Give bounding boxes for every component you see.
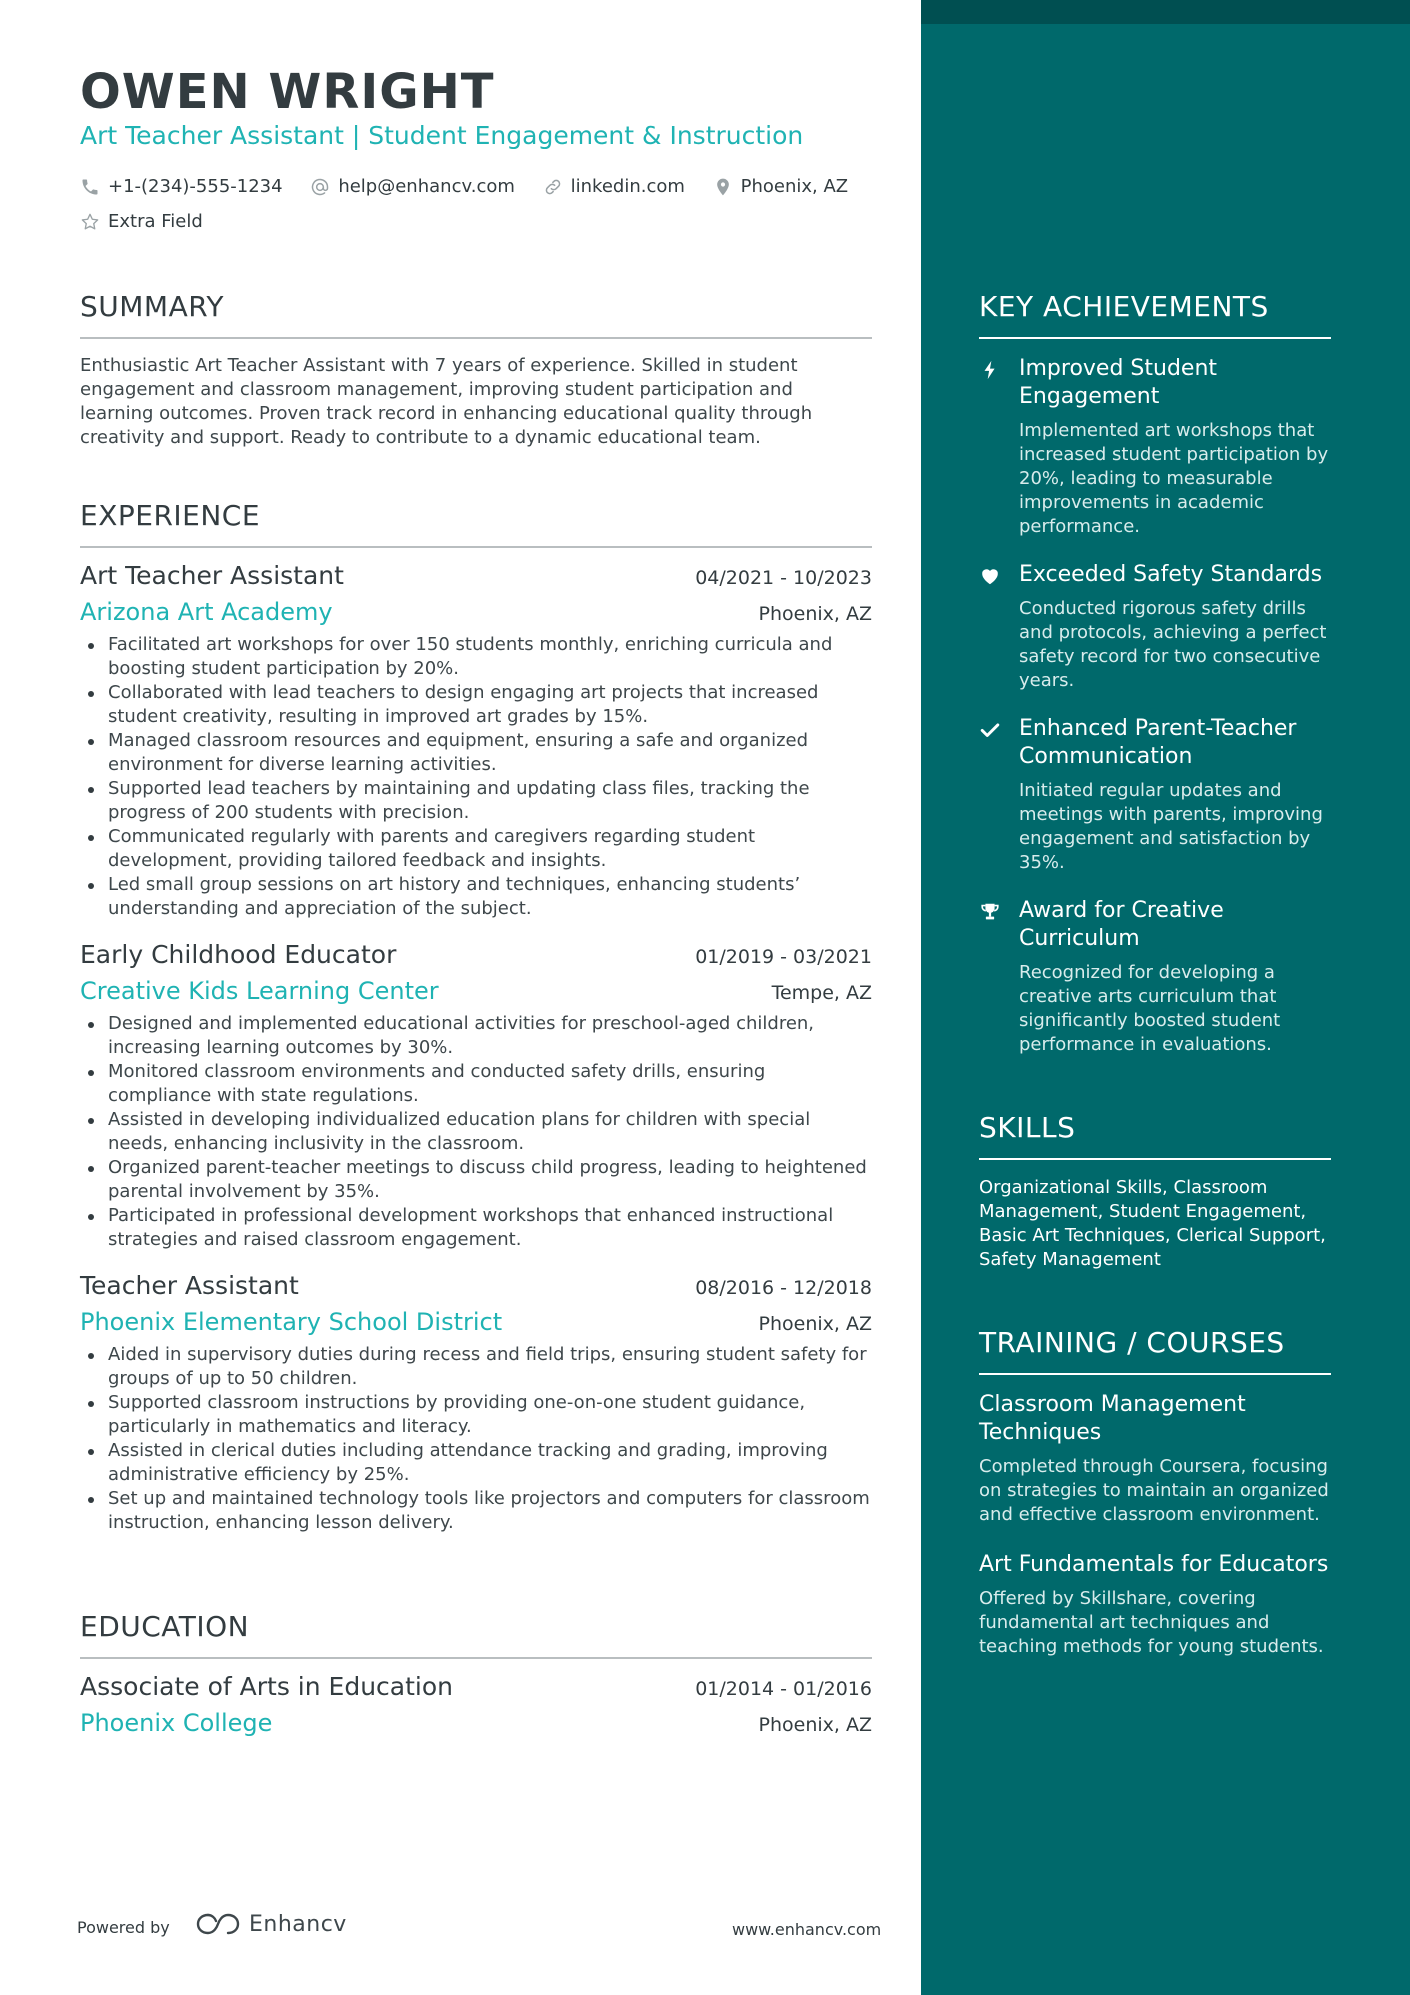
achievement-description: Recognized for developing a creative arts curriculum that significantly boosted student performance in evaluations. <box>1019 962 1281 1055</box>
section-divider <box>80 546 872 548</box>
sidebar <box>921 0 1410 1995</box>
job-bullets <box>80 1012 872 1252</box>
enhancv-logo-icon <box>195 1911 241 1937</box>
education-item <box>80 1672 872 1737</box>
skills-section <box>979 1111 1331 1272</box>
sidebar-content <box>979 290 1331 1659</box>
enhancv-logo-text: Enhancv <box>249 1911 347 1937</box>
course-item <box>979 1551 1331 1659</box>
achievement-title: Award for Creative Curriculum <box>1019 898 1224 951</box>
achievement-description: Implemented art workshops that increased student participation by 20%, leading to measurable improvements in academic performance. <box>1019 420 1329 537</box>
training-title: TRAINING / COURSES <box>979 1326 1285 1359</box>
experience-title: EXPERIENCE <box>80 499 261 532</box>
job-bullet: Facilitated art workshops for over 150 students monthly, enriching curricula and boosting student participation by 20%. <box>80 633 872 681</box>
education-section <box>80 1610 872 1737</box>
education-location: Phoenix, AZ <box>758 1714 872 1736</box>
contact-location-text: Phoenix, AZ <box>740 176 849 197</box>
achievement-item <box>979 561 1331 693</box>
job-bullet: Set up and maintained technology tools like projectors and computers for classroom instruction, enhancing lesson delivery. <box>80 1487 872 1535</box>
job-bullet: Assisted in developing individualized education plans for children with special needs, enhancing inclusivity in the classroom. <box>80 1108 872 1156</box>
job-bullet: Monitored classroom environments and conducted safety drills, ensuring compliance with state regulations. <box>80 1060 872 1108</box>
skills-list: Organizational Skills, Classroom Management, Student Engagement, Basic Art Techniques, Clerical Support, Safety Management <box>979 1177 1326 1270</box>
job-location: Tempe, AZ <box>771 982 872 1004</box>
star-icon <box>80 212 100 232</box>
experience-item <box>80 1271 872 1535</box>
job-bullets <box>80 1343 872 1535</box>
section-divider <box>979 337 1331 339</box>
contact-info <box>80 172 872 242</box>
contact-extra-field <box>80 207 203 237</box>
education-title: EDUCATION <box>80 1610 250 1643</box>
lightning-bolt-icon <box>979 359 1001 381</box>
job-bullet: Assisted in clerical duties including attendance tracking and grading, improving administrative efficiency by 25%. <box>80 1439 872 1487</box>
achievement-item <box>979 897 1331 1057</box>
job-bullet: Participated in professional development workshops that enhanced instructional strategies and raised classroom engagement. <box>80 1204 872 1252</box>
course-description: Completed through Coursera, focusing on strategies to maintain an organized and effective classroom environment. <box>979 1456 1329 1525</box>
enhancv-logo[interactable] <box>195 1911 347 1937</box>
job-bullet: Organized parent-teacher meetings to discuss child progress, leading to heightened parental involvement by 35%. <box>80 1156 872 1204</box>
job-location: Phoenix, AZ <box>758 1313 872 1335</box>
achievement-item <box>979 355 1331 539</box>
job-bullet: Supported classroom instructions by providing one-on-one student guidance, particularly in mathematics and literacy. <box>80 1391 872 1439</box>
phone-icon <box>80 177 100 197</box>
job-dates: 04/2021 - 10/2023 <box>695 567 872 589</box>
contact-extra-field-text: Extra Field <box>108 211 203 232</box>
contact-linkedin-text: linkedin.com <box>570 176 685 197</box>
achievement-title: Improved Student Engagement <box>1019 356 1218 409</box>
job-title: Art Teacher Assistant <box>80 561 344 590</box>
contact-linkedin[interactable] <box>543 172 685 202</box>
candidate-name: OWEN WRIGHT <box>80 64 495 120</box>
course-title: Classroom Management Techniques <box>979 1392 1246 1445</box>
job-location: Phoenix, AZ <box>758 603 872 625</box>
job-title: Early Childhood Educator <box>80 940 397 969</box>
contact-phone[interactable] <box>80 172 283 202</box>
job-bullet: Collaborated with lead teachers to design engaging art projects that increased student creativity, resulting in improved art grades by 15%. <box>80 681 872 729</box>
at-icon <box>310 177 330 197</box>
job-bullet: Designed and implemented educational activities for preschool-aged children, increasing learning outcomes by 30%. <box>80 1012 872 1060</box>
footer-url[interactable]: www.enhancv.com <box>732 1920 882 1939</box>
achievement-description: Initiated regular updates and meetings with parents, improving engagement and satisfaction by 35%. <box>1019 780 1323 873</box>
section-divider <box>979 1373 1331 1375</box>
degree-name: Associate of Arts in Education <box>80 1672 453 1701</box>
section-divider <box>80 337 872 339</box>
achievement-title: Enhanced Parent-Teacher Communication <box>1019 716 1297 769</box>
job-bullet: Communicated regularly with parents and caregivers regarding student development, providing tailored feedback and insights. <box>80 825 872 873</box>
section-divider <box>979 1158 1331 1160</box>
job-bullet: Led small group sessions on art history and techniques, enhancing students’ understanding and appreciation of the subject. <box>80 873 872 921</box>
experience-item <box>80 561 872 921</box>
location-pin-icon <box>713 177 733 197</box>
footer-powered-by: Powered by <box>77 1918 170 1937</box>
achievement-description: Conducted rigorous safety drills and protocols, achieving a perfect safety record for two consecutive years. <box>1019 598 1327 691</box>
job-title: Teacher Assistant <box>80 1271 299 1300</box>
contact-email[interactable] <box>310 172 515 202</box>
section-divider <box>80 1657 872 1659</box>
education-dates: 01/2014 - 01/2016 <box>695 1678 872 1700</box>
trophy-icon <box>979 901 1001 923</box>
achievements-section <box>979 290 1331 1057</box>
job-bullet: Aided in supervisory duties during recess and field trips, ensuring student safety for groups of up to 50 children. <box>80 1343 872 1391</box>
job-bullets <box>80 633 872 921</box>
skills-title: SKILLS <box>979 1111 1076 1144</box>
company-name: Arizona Art Academy <box>80 598 333 626</box>
job-bullet: Supported lead teachers by maintaining and updating class files, tracking the progress of 200 students with precision. <box>80 777 872 825</box>
link-icon <box>543 177 563 197</box>
candidate-headline: Art Teacher Assistant | Student Engagement & Instruction <box>80 121 804 150</box>
sidebar-top-band <box>921 0 1410 24</box>
course-item <box>979 1391 1331 1527</box>
summary-title: SUMMARY <box>80 290 225 323</box>
school-name: Phoenix College <box>80 1709 273 1737</box>
checkmark-icon <box>979 719 1001 741</box>
course-title: Art Fundamentals for Educators <box>979 1552 1329 1577</box>
company-name: Creative Kids Learning Center <box>80 977 439 1005</box>
contact-email-text: help@enhancv.com <box>338 176 515 197</box>
company-name: Phoenix Elementary School District <box>80 1308 503 1336</box>
job-dates: 01/2019 - 03/2021 <box>695 946 872 968</box>
summary-text: Enthusiastic Art Teacher Assistant with 7 years of experience. Skilled in student engagement and classroom management, improving student participation and learning outcomes. Proven track record in enhancing educational quality through creativity and support. Ready to contribute to a dynamic educational team. <box>80 355 813 448</box>
course-description: Offered by Skillshare, covering fundamental art techniques and teaching methods for young students. <box>979 1588 1324 1657</box>
job-dates: 08/2016 - 12/2018 <box>695 1277 872 1299</box>
achievements-title: KEY ACHIEVEMENTS <box>979 290 1269 323</box>
experience-section <box>80 499 872 1535</box>
achievement-item <box>979 715 1331 875</box>
training-section <box>979 1326 1331 1659</box>
achievement-title: Exceeded Safety Standards <box>1019 562 1323 587</box>
experience-item <box>80 940 872 1252</box>
summary-section <box>80 290 872 450</box>
contact-phone-text: +1-(234)-555-1234 <box>108 176 283 197</box>
heart-icon <box>979 565 1001 587</box>
contact-location <box>713 172 849 202</box>
job-bullet: Managed classroom resources and equipment, ensuring a safe and organized environment for diverse learning activities. <box>80 729 872 777</box>
